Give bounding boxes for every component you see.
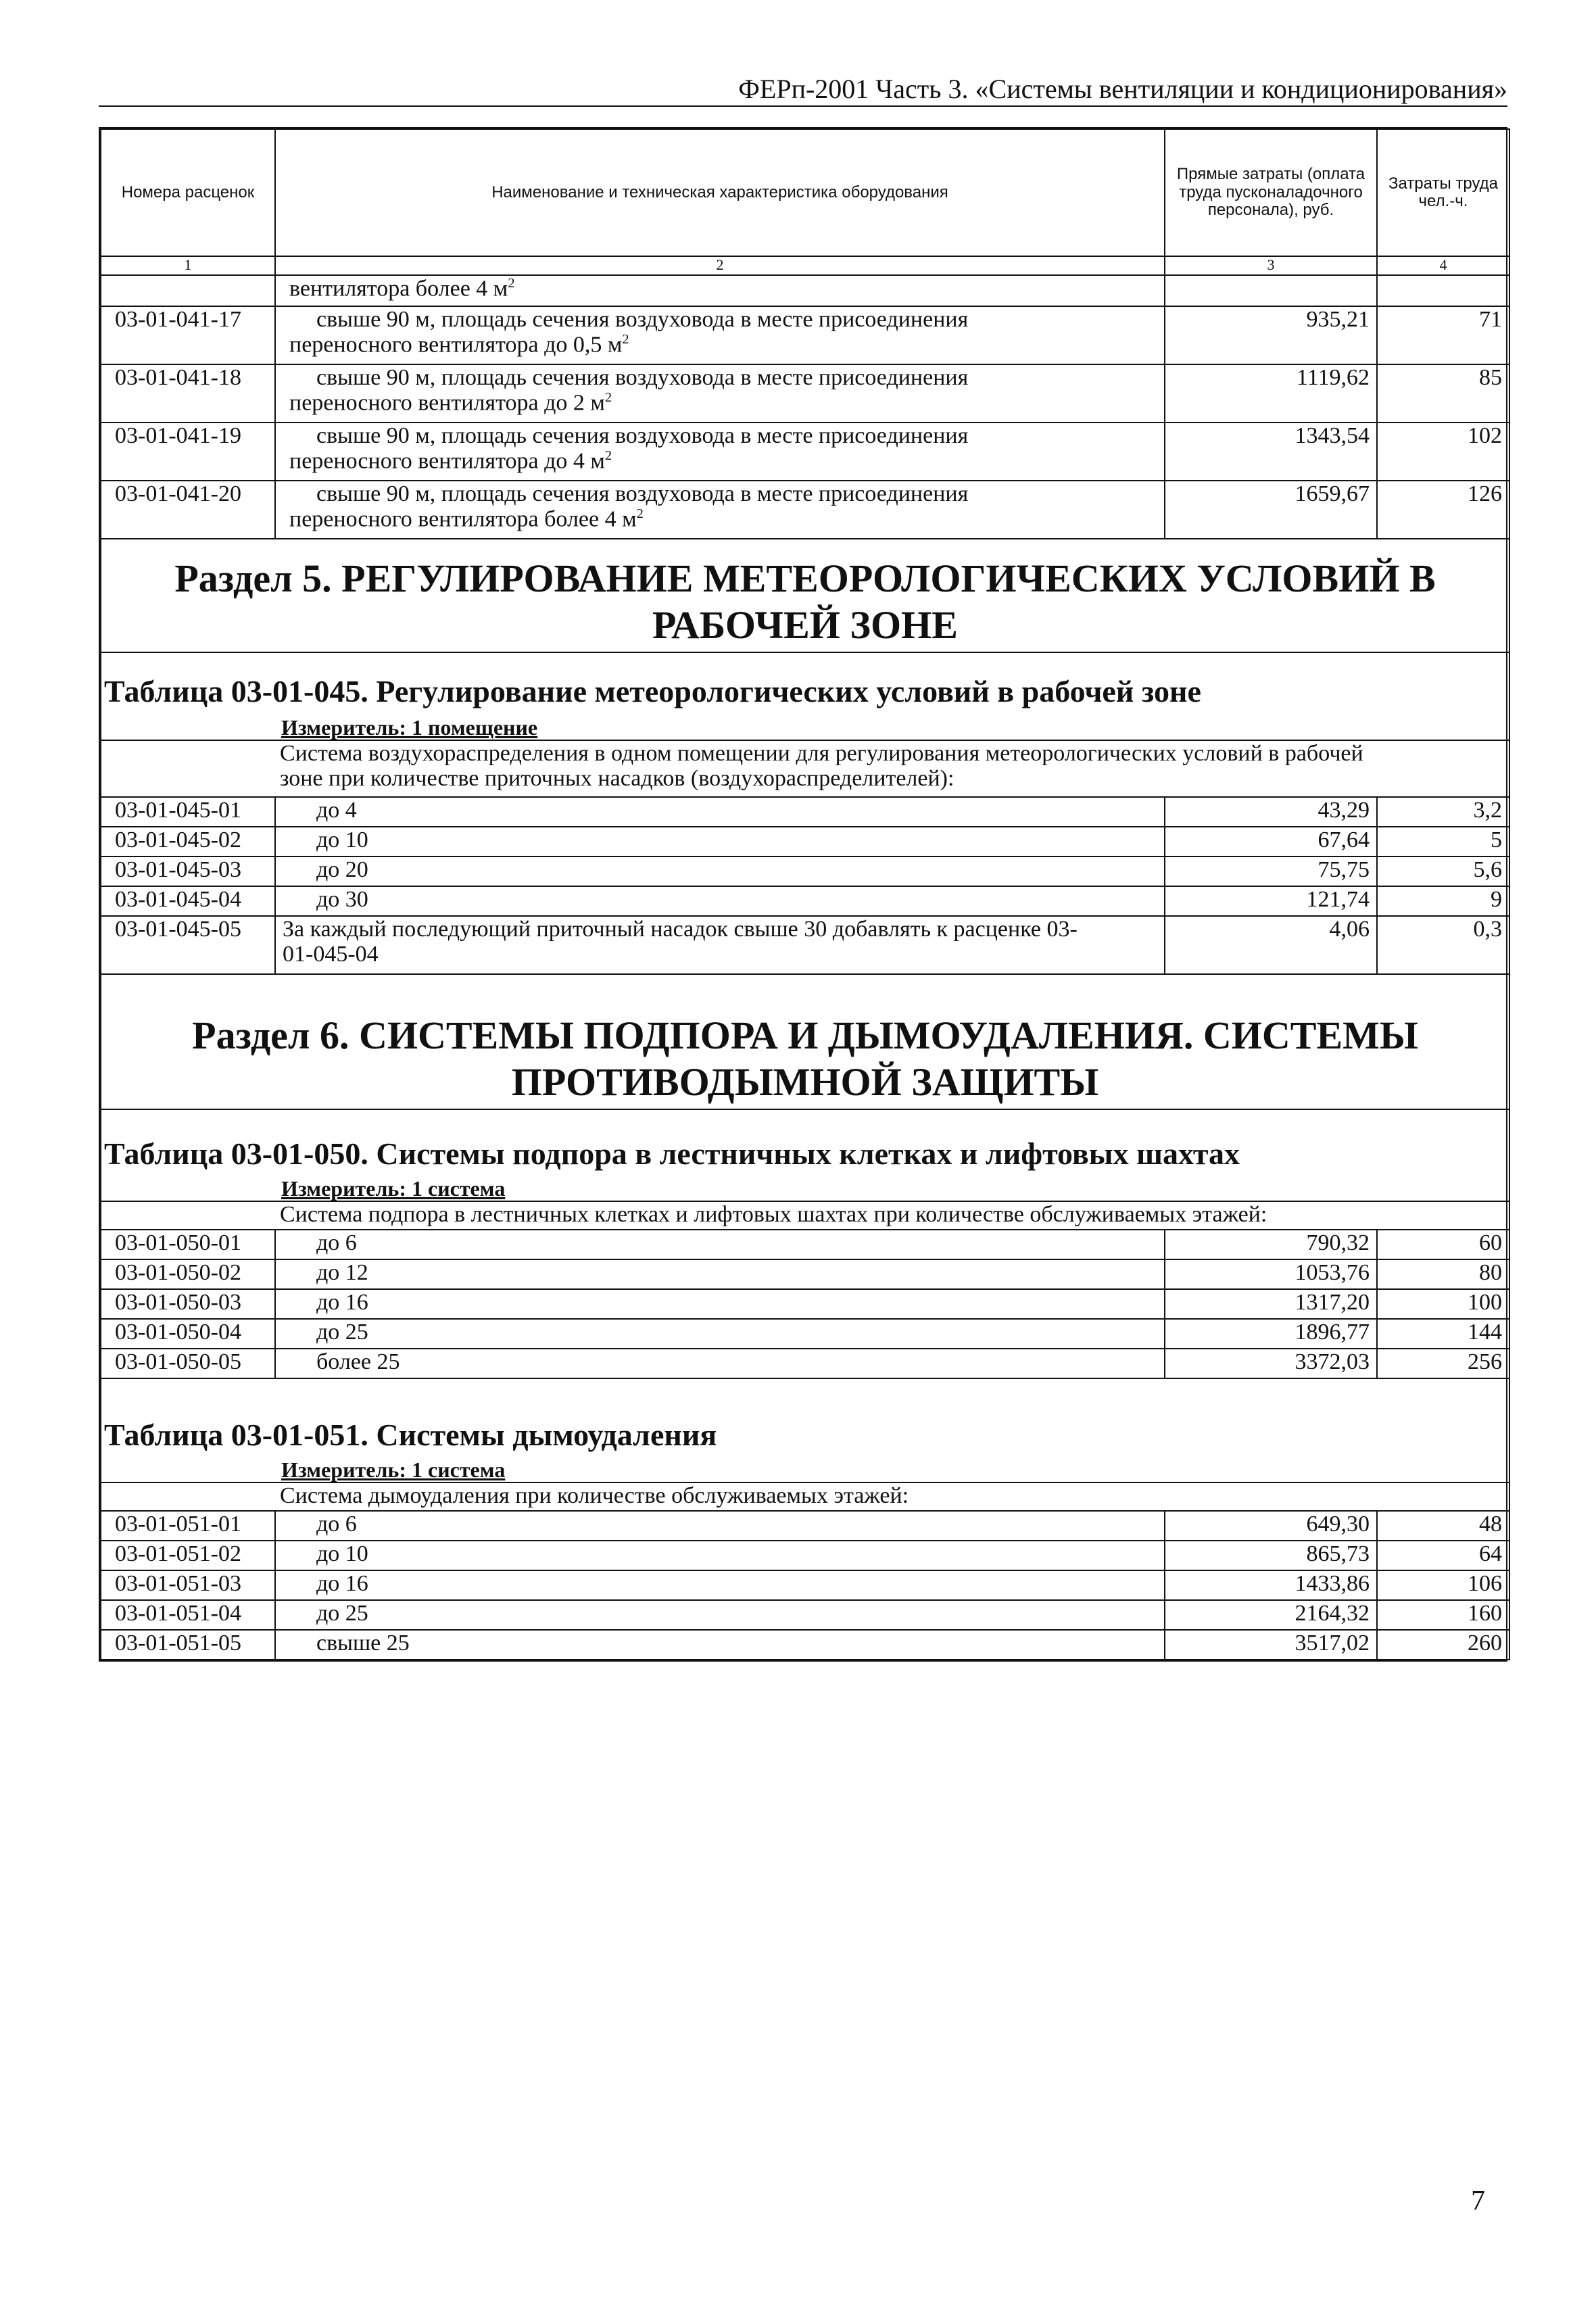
- rate-name: до 4: [275, 797, 1165, 827]
- rate-code: 03-01-050-05: [101, 1349, 275, 1378]
- table-045-description: Система воздухораспределения в одном помещении для регулирования метеорологических условий в рабочей зоне при количестве приточных насадков (воздухораспределителей):: [101, 740, 1509, 797]
- rate-name: до 12: [275, 1259, 1165, 1289]
- section-6-heading-row: [101, 974, 1509, 1109]
- rate-labor: 71: [1377, 306, 1509, 364]
- rate-price: 1659,67: [1165, 481, 1377, 539]
- table-row: [101, 1259, 1509, 1289]
- table-row: [101, 364, 1509, 423]
- table-row: [101, 481, 1509, 539]
- rate-labor: 85: [1377, 364, 1509, 423]
- rate-price: 3372,03: [1165, 1349, 1377, 1378]
- table-050-measure: Измеритель: 1 система: [101, 1172, 1509, 1201]
- rate-labor: 3,2: [1377, 797, 1509, 827]
- table-row: [101, 1511, 1509, 1541]
- rate-name: до 16: [275, 1570, 1165, 1600]
- table-051-description: Система дымоудаления при количестве обслуживаемых этажей:: [101, 1482, 1509, 1511]
- rate-price: 67,64: [1165, 827, 1377, 857]
- rate-labor: 80: [1377, 1259, 1509, 1289]
- col-num: 4: [1377, 256, 1509, 275]
- measure-row: [101, 1453, 1509, 1482]
- table-050-title-row: [101, 1109, 1509, 1172]
- rate-price: 1053,76: [1165, 1259, 1377, 1289]
- rate-name: до 10: [275, 1541, 1165, 1570]
- table-row: [101, 423, 1509, 481]
- rate-name: свыше 90 м, площадь сечения воздуховода в месте присоединения переносного вентилятора более 4 $м^2$: [275, 481, 1165, 539]
- carry-over-row: [101, 275, 1509, 306]
- desc-row: [101, 1201, 1509, 1230]
- rate-code: 03-01-051-04: [101, 1600, 275, 1630]
- table-row: [101, 1349, 1509, 1378]
- section-5-title: Раздел 5. РЕГУЛИРОВАНИЕ МЕТЕОРОЛОГИЧЕСКИХ УСЛОВИЙ В РАБОЧЕЙ ЗОНЕ: [101, 539, 1509, 652]
- table-050-description: Система подпора в лестничных клетках и лифтовых шахтах при количестве обслуживаемых этажей:: [101, 1201, 1509, 1230]
- table-row: [101, 1289, 1509, 1319]
- carry-over-text: вентилятора более 4 $м^2$: [275, 275, 1165, 306]
- table-row: [101, 1230, 1509, 1259]
- rate-name: до 25: [275, 1319, 1165, 1349]
- rate-labor: 260: [1377, 1630, 1509, 1660]
- rate-labor: 5: [1377, 827, 1509, 857]
- rate-code: 03-01-041-17: [101, 306, 275, 364]
- desc-row: [101, 1482, 1509, 1511]
- col-num: 1: [101, 256, 275, 275]
- rate-price: 865,73: [1165, 1541, 1377, 1570]
- rate-labor: 48: [1377, 1511, 1509, 1541]
- rate-code: 03-01-045-02: [101, 827, 275, 857]
- rate-labor: 100: [1377, 1289, 1509, 1319]
- rate-code: 03-01-051-05: [101, 1630, 275, 1660]
- rate-price: 43,29: [1165, 797, 1377, 827]
- rate-name: За каждый последующий приточный насадок свыше 30 добавлять к расценке 03- 01-045-04: [275, 916, 1165, 974]
- table-row: [101, 1319, 1509, 1349]
- rate-price: 2164,32: [1165, 1600, 1377, 1630]
- header-rule: [99, 105, 1507, 107]
- rate-labor: 160: [1377, 1600, 1509, 1630]
- rate-name: до 25: [275, 1600, 1165, 1630]
- rate-name: до 10: [275, 827, 1165, 857]
- rate-labor: 64: [1377, 1541, 1509, 1570]
- column-header-row: [101, 129, 1509, 256]
- rate-code: 03-01-051-03: [101, 1570, 275, 1600]
- rate-price: 121,74: [1165, 886, 1377, 916]
- rate-code: 03-01-045-04: [101, 886, 275, 916]
- rate-price: 649,30: [1165, 1511, 1377, 1541]
- rate-name: свыше 90 м, площадь сечения воздуховода в месте присоединения переносного вентилятора до 4 $м^2$: [275, 423, 1165, 481]
- table-051-title-row: [101, 1378, 1509, 1453]
- page-number: 7: [1471, 2186, 1485, 2217]
- rate-price: 935,21: [1165, 306, 1377, 364]
- table-row: [101, 1570, 1509, 1600]
- price-table: [99, 127, 1507, 1662]
- rate-code: 03-01-051-01: [101, 1511, 275, 1541]
- section-6-title: Раздел 6. СИСТЕМЫ ПОДПОРА И ДЫМОУДАЛЕНИЯ. СИСТЕМЫ ПРОТИВОДЫМНОЙ ЗАЩИТЫ: [101, 974, 1509, 1109]
- rate-code: 03-01-045-03: [101, 857, 275, 886]
- rate-labor: 102: [1377, 423, 1509, 481]
- table-045-title-row: [101, 652, 1509, 709]
- rate-name: более 25: [275, 1349, 1165, 1378]
- col-num: 2: [275, 256, 1165, 275]
- desc-row: [101, 740, 1509, 797]
- rate-name: до 16: [275, 1289, 1165, 1319]
- col-header-price: Прямые затраты (оплата труда пусконаладочного персонала), руб.: [1165, 129, 1377, 256]
- rate-labor: 60: [1377, 1230, 1509, 1259]
- running-header: ФЕРп-2001 Часть 3. «Системы вентиляции и кондиционирования»: [738, 74, 1507, 104]
- rate-code: 03-01-045-01: [101, 797, 275, 827]
- rate-code: 03-01-045-05: [101, 916, 275, 974]
- rate-code: 03-01-041-18: [101, 364, 275, 423]
- rate-price: 1343,54: [1165, 423, 1377, 481]
- table-row: [101, 306, 1509, 364]
- col-header-labor: Затраты труда чел.-ч.: [1377, 129, 1509, 256]
- rate-price: 75,75: [1165, 857, 1377, 886]
- rate-labor: 9: [1377, 886, 1509, 916]
- rate-name: свыше 90 м, площадь сечения воздуховода в месте присоединения переносного вентилятора до 0,5 $м^2$: [275, 306, 1165, 364]
- rate-code: 03-01-051-02: [101, 1541, 275, 1570]
- table-045-measure: Измеритель: 1 помещение: [101, 709, 1509, 740]
- section-5-heading-row: [101, 539, 1509, 652]
- table-row: [101, 916, 1509, 974]
- rate-name: до 6: [275, 1230, 1165, 1259]
- rate-labor: 126: [1377, 481, 1509, 539]
- rate-price: 1896,77: [1165, 1319, 1377, 1349]
- rate-labor: 0,3: [1377, 916, 1509, 974]
- rate-code: 03-01-050-02: [101, 1259, 275, 1289]
- col-header-name: Наименование и техническая характеристика оборудования: [275, 129, 1165, 256]
- rate-name: до 6: [275, 1511, 1165, 1541]
- rate-code: 03-01-041-19: [101, 423, 275, 481]
- rate-price: 1433,86: [1165, 1570, 1377, 1600]
- table-row: [101, 1630, 1509, 1660]
- rate-code: 03-01-050-01: [101, 1230, 275, 1259]
- measure-row: [101, 1172, 1509, 1201]
- rate-labor: 5,6: [1377, 857, 1509, 886]
- table-row: [101, 886, 1509, 916]
- table-row: [101, 857, 1509, 886]
- rate-name: до 30: [275, 886, 1165, 916]
- rate-price: 4,06: [1165, 916, 1377, 974]
- rate-price: 1317,20: [1165, 1289, 1377, 1319]
- table-row: [101, 797, 1509, 827]
- table-050-title: Таблица 03-01-050. Системы подпора в лестничных клетках и лифтовых шахтах: [101, 1109, 1509, 1172]
- rate-name: до 20: [275, 857, 1165, 886]
- rate-labor: 144: [1377, 1319, 1509, 1349]
- table-045-title: Таблица 03-01-045. Регулирование метеорологических условий в рабочей зоне: [101, 652, 1509, 709]
- table-row: [101, 827, 1509, 857]
- col-header-codes: Номера расценок: [101, 129, 275, 256]
- rate-labor: 256: [1377, 1349, 1509, 1378]
- table-051-measure: Измеритель: 1 система: [101, 1453, 1509, 1482]
- rate-name: свыше 90 м, площадь сечения воздуховода в месте присоединения переносного вентилятора до 2 $м^2$: [275, 364, 1165, 423]
- measure-row: [101, 709, 1509, 740]
- rate-price: 790,32: [1165, 1230, 1377, 1259]
- table-051-title: Таблица 03-01-051. Системы дымоудаления: [101, 1378, 1509, 1453]
- rate-price: 1119,62: [1165, 364, 1377, 423]
- rate-code: 03-01-041-20: [101, 481, 275, 539]
- rate-price: 3517,02: [1165, 1630, 1377, 1660]
- rate-code: 03-01-050-04: [101, 1319, 275, 1349]
- rate-labor: 106: [1377, 1570, 1509, 1600]
- col-num: 3: [1165, 256, 1377, 275]
- table-row: [101, 1600, 1509, 1630]
- column-number-row: [101, 256, 1509, 275]
- table-row: [101, 1541, 1509, 1570]
- rate-name: свыше 25: [275, 1630, 1165, 1660]
- rate-code: 03-01-050-03: [101, 1289, 275, 1319]
